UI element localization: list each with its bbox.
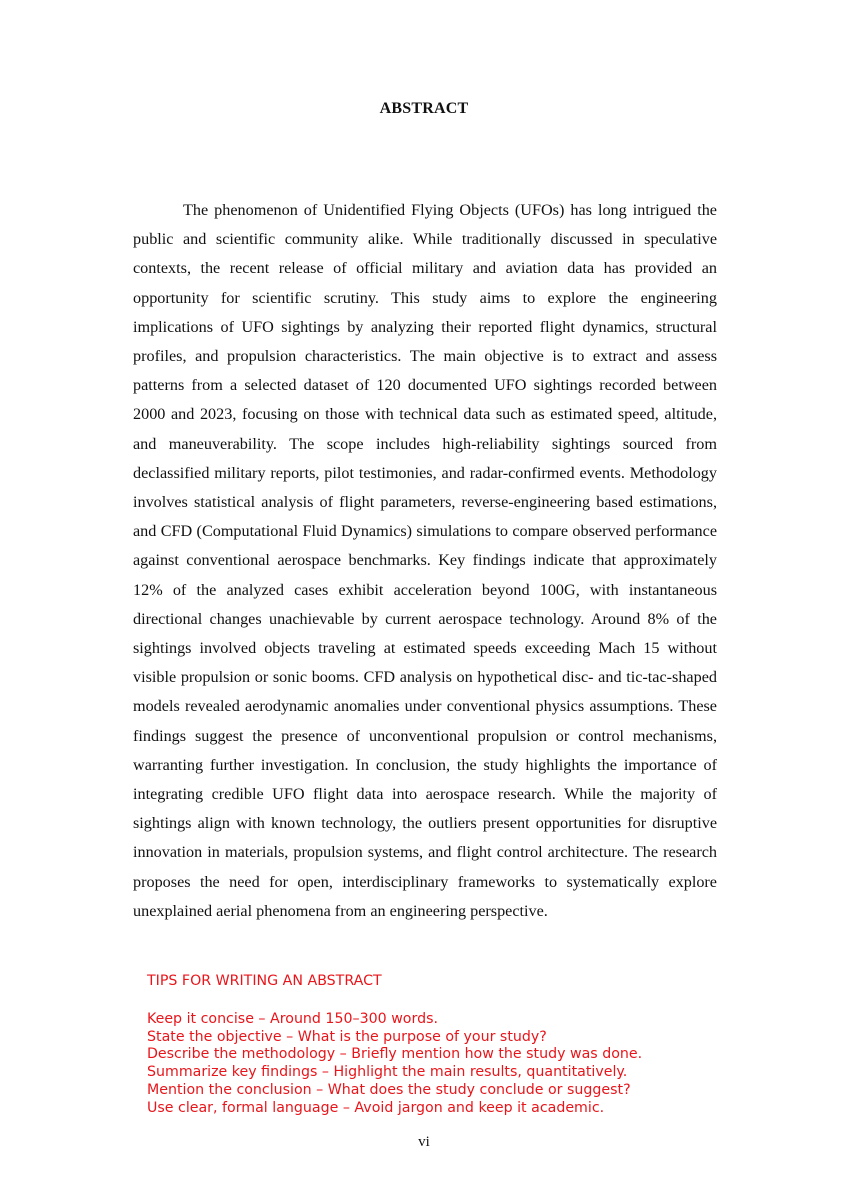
tip-item: Summarize key findings – Highlight the main results, quantitatively.: [147, 1064, 628, 1081]
tip-item: Keep it concise – Around 150–300 words.: [147, 1011, 438, 1027]
page-heading: ABSTRACT: [379, 100, 469, 117]
tip-item: Describe the methodology – Briefly mention how the study was done.: [147, 1046, 643, 1063]
tips-box: [147, 970, 747, 1117]
abstract-paragraph: The phenomenon of Unidentified Flying Objects (UFOs) has long intrigued the public and scientific community alike. While traditionally discussed in speculative contexts, the recent release of official military and aviation data has provided an opportunity for scientific scrutiny. This study aims to explore the engineering implications of UFO sightings by analyzing their reported flight dynamics, structural profiles, and propulsion characteristics. The main objective is to extract and assess patterns from a selected dataset of 120 documented UFO sightings recorded between 2000 and 2023, focusing on those with technical data such as estimated speed, altitude, and maneuverability. The scope includes high-reliability sightings sourced from declassified military reports, pilot testimonies, and radar-confirmed events. Methodology involves statistical analysis of flight parameters, reverse-engineering based estimations, and CFD (Computational Fluid Dynamics) simulations to compare observed performance against conventional aerospace benchmarks. Key findings indicate that approximately 12% of the analyzed cases exhibit acceleration beyond 100G, with instantaneous directional changes unachievable by current aerospace technology. Around 8% of the sightings involved objects traveling at estimated speeds exceeding Mach 15 without visible propulsion or sonic booms. CFD analysis on hypothetical disc- and tic-tac-shaped models revealed aerodynamic anomalies under conventional physics assumptions. These findings suggest the presence of unconventional propulsion or control mechanisms, warranting further investigation. In conclusion, the study highlights the importance of integrating credible UFO flight data into aerospace research. While the majority of sightings align with known technology, the outliers present opportunities for disruptive innovation in materials, propulsion systems, and flight control architecture. The research proposes the need for open, interdisciplinary frameworks to systematically explore unexplained aerial phenomena from an engineering perspective.: [133, 201, 717, 920]
tip-item: Mention the conclusion – What does the study conclude or suggest?: [147, 1081, 631, 1098]
tip-item: Use clear, formal language – Avoid jargon and keep it academic.: [147, 1099, 605, 1116]
tips-title: TIPS FOR WRITING AN ABSTRACT: [147, 973, 382, 989]
tips-list: [147, 1011, 747, 1117]
page-number: vi: [418, 1134, 430, 1150]
tip-item: State the objective – What is the purpose of your study?: [147, 1028, 547, 1045]
